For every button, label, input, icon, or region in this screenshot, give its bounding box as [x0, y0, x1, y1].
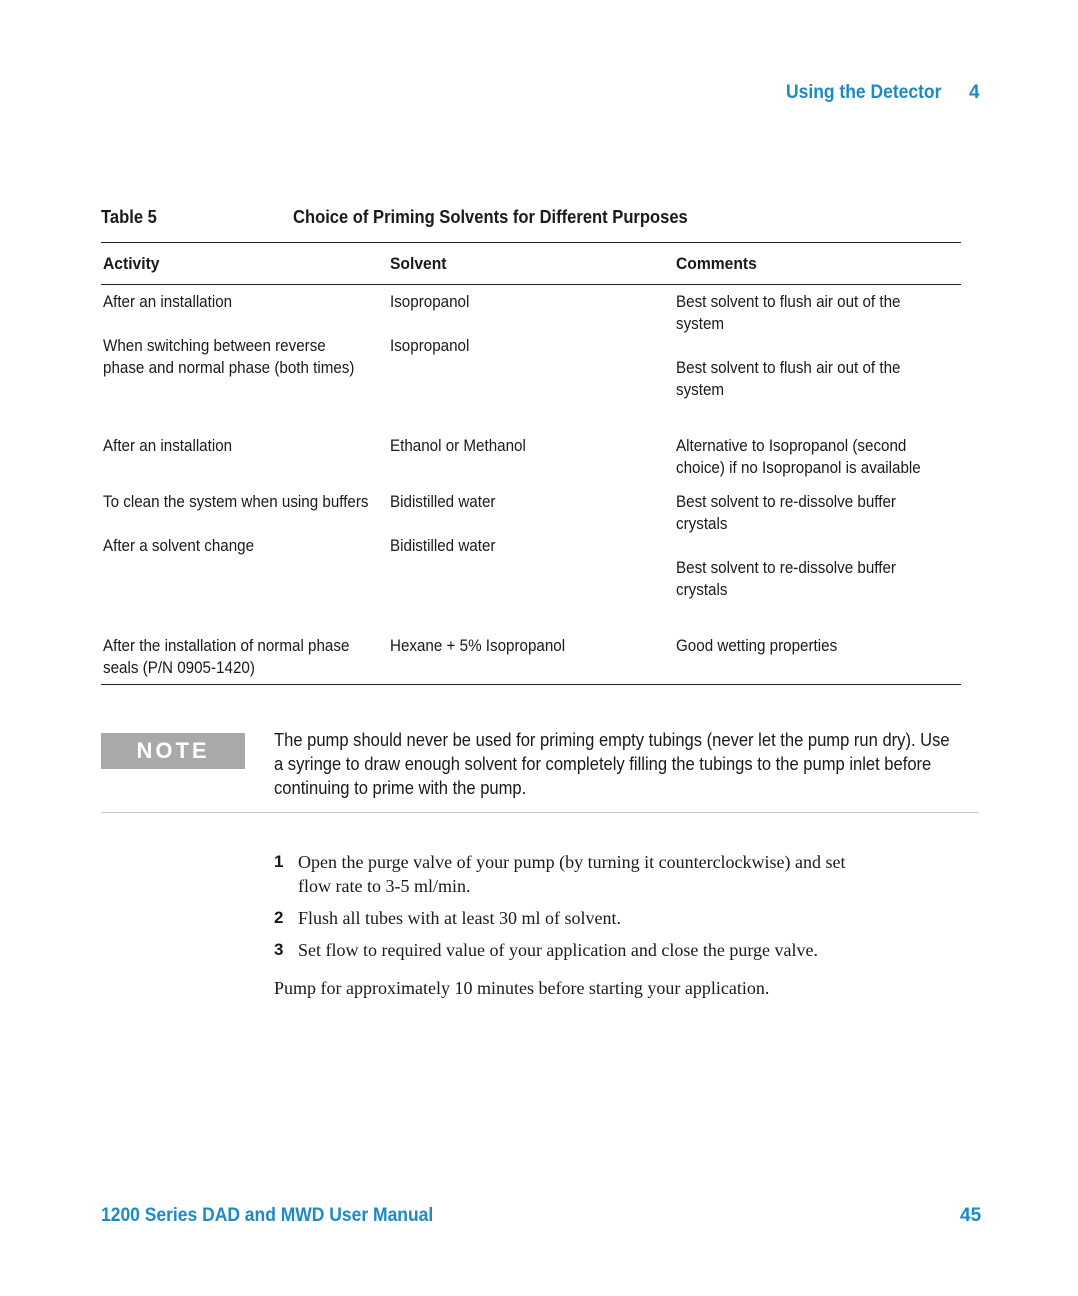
- footer-manual-title: 1200 Series DAD and MWD User Manual: [101, 1205, 434, 1226]
- cell-line: Best solvent to flush air out of the: [676, 359, 901, 377]
- table-row-5-solvent: Bidistilled water: [390, 537, 496, 555]
- table-row-6-activity: [103, 635, 349, 679]
- chapter-number: 4: [969, 82, 980, 103]
- table-label: Table 5: [101, 207, 157, 227]
- closing-paragraph: Pump for approximately 10 minutes before starting your application.: [274, 978, 770, 998]
- step-text: [298, 850, 988, 898]
- cell-line: To clean the system when using buffers: [103, 493, 369, 511]
- note-line: a syringe to draw enough solvent for completely filling the tubings to the pump inlet before: [274, 754, 932, 774]
- table-row-2-comments: [676, 357, 900, 401]
- column-header-solvent: Solvent: [390, 254, 447, 273]
- cell-line: Best solvent to re-dissolve buffer: [676, 559, 896, 577]
- cell-line: seals (P/N 0905-1420): [103, 659, 255, 677]
- step-line: Open the purge valve of your pump (by turning it counterclockwise) and set: [298, 852, 846, 872]
- column-header-activity: Activity: [103, 254, 160, 273]
- table-caption: Choice of Priming Solvents for Different Purposes: [293, 207, 688, 227]
- table-row-1-activity: [103, 291, 232, 313]
- table-row-5-activity: [103, 535, 254, 557]
- step-number: 1: [274, 852, 284, 871]
- table-header-rule: [101, 284, 961, 285]
- cell-line: crystals: [676, 581, 728, 599]
- table-row-4-activity: [103, 491, 369, 513]
- note-line: continuing to prime with the pump.: [274, 778, 527, 798]
- table-row-1-solvent: Isopropanol: [390, 293, 470, 311]
- cell-line: After the installation of normal phase: [103, 637, 350, 655]
- table-row-3-comments: [676, 435, 921, 479]
- running-header-title: Using the Detector: [786, 82, 942, 103]
- cell-line: system: [676, 315, 725, 333]
- column-header-comments: Comments: [676, 254, 757, 273]
- footer-page-number: 45: [960, 1205, 982, 1226]
- table-row-5-comments: [676, 557, 896, 601]
- cell-line: Alternative to Isopropanol (second: [676, 437, 907, 455]
- cell-line: After an installation: [103, 293, 233, 311]
- table-row-1-comments: [676, 291, 900, 335]
- table-row-2-activity: [103, 335, 354, 379]
- cell-line: Best solvent to re-dissolve buffer: [676, 493, 896, 511]
- step-text: [298, 938, 988, 962]
- note-label-box: NOTE: [101, 733, 245, 769]
- table-bottom-rule: [101, 684, 961, 685]
- table-row-3-activity: [103, 435, 232, 457]
- table-row-6-solvent: Hexane + 5% Isopropanol: [390, 637, 566, 655]
- cell-line: choice) if no Isopropanol is available: [676, 459, 921, 477]
- note-text: [274, 728, 982, 800]
- cell-line: Good wetting properties: [676, 637, 838, 655]
- step-line: Set flow to required value of your application and close the purge valve.: [298, 940, 819, 960]
- table-row-4-comments: [676, 491, 896, 535]
- table-top-rule: [101, 242, 961, 243]
- cell-line: After an installation: [103, 437, 233, 455]
- cell-line: After a solvent change: [103, 537, 255, 555]
- cell-line: crystals: [676, 515, 728, 533]
- table-row-2-solvent: Isopropanol: [390, 337, 470, 355]
- cell-line: system: [676, 381, 725, 399]
- step-number: 2: [274, 908, 284, 927]
- cell-line: phase and normal phase (both times): [103, 359, 355, 377]
- note-line: The pump should never be used for priming empty tubings (never let the pump run dry). Use: [274, 730, 950, 750]
- step-text: [298, 906, 988, 930]
- cell-line: When switching between reverse: [103, 337, 326, 355]
- cell-line: Best solvent to flush air out of the: [676, 293, 901, 311]
- note-divider: [101, 812, 979, 813]
- table-row-6-comments: [676, 635, 837, 657]
- step-number: 3: [274, 940, 284, 959]
- step-line: flow rate to 3-5 ml/min.: [298, 876, 471, 896]
- step-line: Flush all tubes with at least 30 ml of solvent.: [298, 908, 621, 928]
- table-row-4-solvent: Bidistilled water: [390, 493, 496, 511]
- table-row-3-solvent: Ethanol or Methanol: [390, 437, 526, 455]
